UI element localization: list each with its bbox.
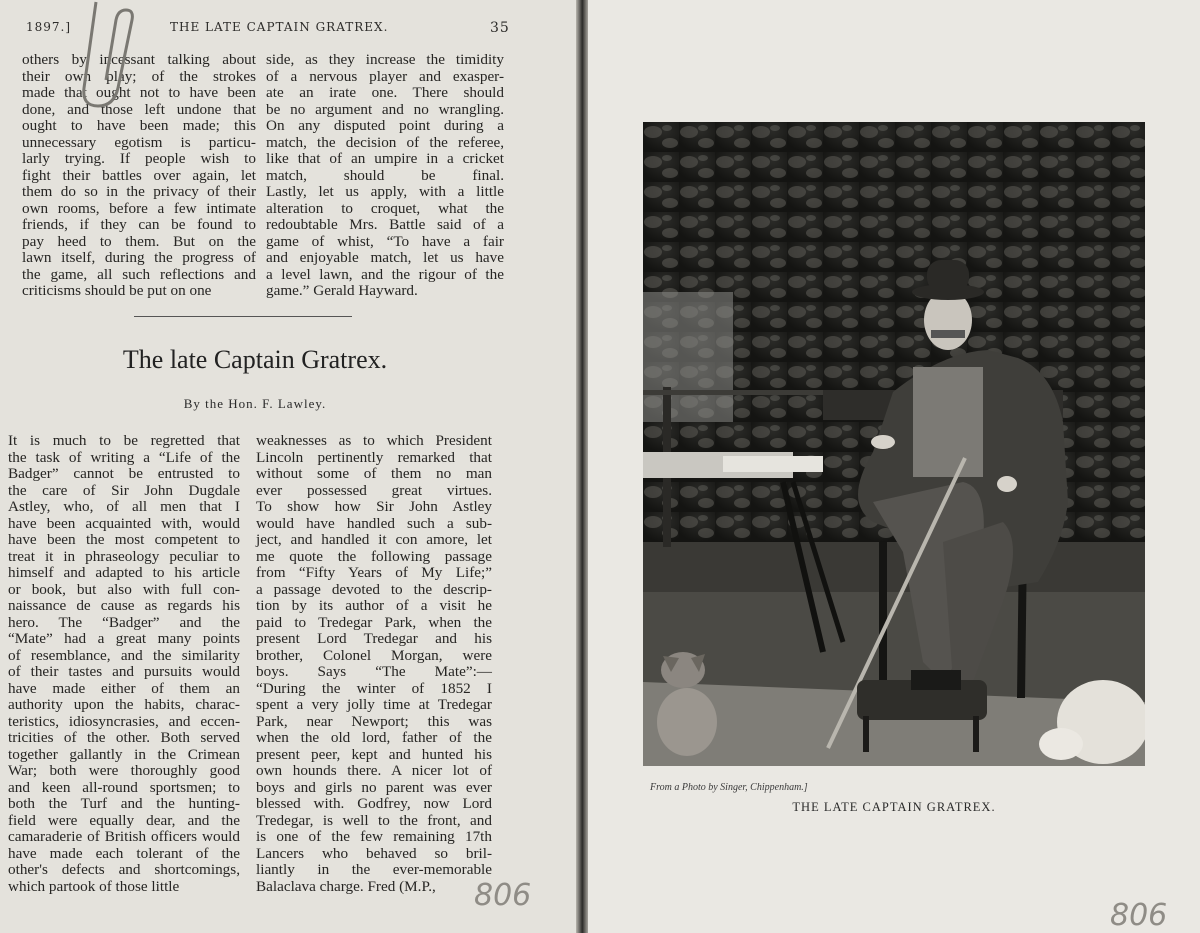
- pencil-annotation: 806: [474, 878, 532, 913]
- text-line: To show how Sir John Astley: [256, 498, 492, 515]
- text-line: both the Turf and the hunting-: [8, 795, 240, 812]
- text-line: Lincoln pertinently remarked that: [256, 448, 492, 466]
- text-line: Lancers who behaved so bril-: [256, 844, 492, 862]
- text-line: fight their battles over again, let: [22, 166, 256, 184]
- running-header-title: THE LATE CAPTAIN GRATREX.: [170, 20, 389, 34]
- text-line: Badger” cannot be entrusted to: [8, 465, 240, 482]
- text-line: weaknesses as to which President: [256, 432, 492, 449]
- text-line: me quote the following passage: [256, 547, 492, 565]
- text-line: lawn itself, during the progress of: [22, 249, 256, 266]
- text-line: have been the most competent to: [8, 531, 240, 548]
- text-line: boys and girls no parent was ever: [256, 778, 492, 796]
- text-line: a level lawn, and the rigour of the: [266, 265, 504, 283]
- text-line: them do so in the privacy of their: [22, 183, 256, 200]
- photo-credit: From a Photo by Singer, Chippenham.]: [650, 782, 808, 793]
- text-line: redoubtable Mrs. Battle said of a: [266, 216, 504, 233]
- text-line: authority upon the habits, charac-: [8, 696, 240, 713]
- text-line: of a nervous player and exasper-: [266, 67, 504, 85]
- text-line: done, and those left undone that: [22, 100, 256, 118]
- text-line: field were equally dear, and the: [8, 811, 240, 829]
- text-line: Astley, who, of all men that I: [8, 498, 240, 515]
- text-line: side, as they increase the timidity: [266, 51, 504, 68]
- text-line: present Lord Tredegar and his: [256, 630, 492, 647]
- text-line: of their tastes and pursuits would: [8, 663, 240, 680]
- text-line: liantly in the ever-memorable: [256, 861, 492, 878]
- text-line: from “Fifty Years of My Life;”: [256, 564, 492, 581]
- text-line: a passage devoted to the descrip-: [256, 580, 492, 598]
- text-line: blessed with. Godfrey, now Lord: [256, 795, 492, 812]
- text-line: “Mate” had a great many points: [8, 630, 240, 647]
- text-line: “During the winter of 1852 I: [256, 679, 492, 697]
- text-line: others by incessant talking about: [22, 51, 256, 68]
- text-line: of resemblance, and the similarity: [8, 646, 240, 664]
- photo-caption: THE LATE CAPTAIN GRATREX.: [792, 800, 996, 814]
- text-line: the care of Sir John Dugdale: [8, 481, 240, 499]
- text-line: together gallantly in the Crimean: [8, 745, 240, 763]
- text-line: when the old lord, father of the: [256, 729, 492, 746]
- text-line: ate an irate one. There should: [266, 84, 504, 101]
- text-line: larly trying. If people wish to: [22, 150, 256, 167]
- text-line: alteration to croquet, what the: [266, 199, 504, 217]
- text-line: game of whist, “To have a fair: [266, 232, 504, 250]
- text-line: War; both were thoroughly good: [8, 762, 240, 779]
- text-line: own hounds there. A nicer lot of: [256, 762, 492, 779]
- text-line: brother, Colonel Morgan, were: [256, 646, 492, 664]
- header-year: 1897.]: [26, 20, 72, 34]
- pencil-annotation: 806: [1110, 898, 1168, 933]
- text-line: without some of them no man: [256, 465, 492, 482]
- text-line: would have handled such a sub-: [256, 514, 492, 532]
- top-right-column: [266, 52, 504, 300]
- text-line: made that ought not to have been: [22, 84, 256, 101]
- text-line: be no argument and no wrangling.: [266, 100, 504, 118]
- text-line: teristics, idiosyncrasies, and eccen-: [8, 712, 240, 730]
- text-line: and enjoyable match, let us have: [266, 249, 504, 266]
- text-line: boys. Says “The Mate”:—: [256, 663, 492, 680]
- text-line: It is much to be regretted that: [8, 432, 240, 449]
- text-line: have been acquainted with, would: [8, 514, 240, 532]
- text-line: Park, near Newport; this was: [256, 712, 492, 730]
- text-line: like that of an umpire in a cricket: [266, 150, 504, 167]
- text-line: camaraderie of British officers would: [8, 828, 240, 845]
- text-line: which partook of those little: [8, 877, 180, 895]
- body-left-column: [8, 433, 240, 895]
- text-line: Balaclava charge. Fred (M.P.,: [256, 877, 436, 895]
- portrait-photograph: [643, 122, 1145, 766]
- text-line: the game, all such reflections and: [22, 265, 256, 283]
- text-line: match, the decision of the referee,: [266, 133, 504, 151]
- text-line: hero. The “Badger” and the: [8, 613, 240, 631]
- text-line: himself and adapted to his article: [8, 564, 240, 581]
- text-line: paid to Tredegar Park, when the: [256, 613, 492, 631]
- text-line: unnecessary egotism is particu-: [22, 133, 256, 151]
- text-line: own rooms, before a few intimate: [22, 199, 256, 217]
- text-line: spent a very jolly time at Tredegar: [256, 696, 492, 713]
- text-line: ject, and handled it con amore, let: [256, 531, 492, 548]
- page-number: 35: [490, 20, 510, 36]
- text-line: treat it in phraseology peculiar to: [8, 547, 240, 565]
- text-line: ought to have been made; this: [22, 117, 256, 134]
- text-line: have made each tolerant of the: [8, 844, 240, 862]
- text-line: is one of the few remaining 17th: [256, 828, 492, 845]
- text-line: Lastly, let us apply, with a little: [266, 183, 504, 200]
- text-line: friends, if they can be found to: [22, 216, 256, 233]
- text-line: other's defects and shortcomings,: [8, 861, 240, 878]
- text-line: tion by its author of a visit he: [256, 597, 492, 614]
- text-line: the task of writing a “Life of the: [8, 448, 240, 466]
- text-line: game.” Gerald Hayward.: [266, 282, 418, 299]
- text-line: present peer, kept and hunted his: [256, 745, 492, 763]
- text-line: have made either of them an: [8, 679, 240, 697]
- byline: By the Hon. F. Lawley.: [183, 396, 327, 411]
- paper-clip-icon: [74, 0, 144, 112]
- text-line: ever possessed great virtues.: [256, 481, 492, 499]
- text-line: tricities of the other. Both served: [8, 729, 240, 746]
- text-line: On any disputed point during a: [266, 117, 504, 134]
- text-line: or book, but also with full con-: [8, 580, 240, 598]
- text-line: criticisms should be put on one: [22, 282, 212, 299]
- text-line: and keen all-round sportsmen; to: [8, 778, 240, 796]
- left-page: [0, 0, 582, 933]
- article-title: The late Captain Gratrex.: [122, 345, 388, 374]
- text-line: pay heed to them. But on the: [22, 232, 256, 250]
- section-divider: [134, 316, 352, 317]
- text-line: match, should be final.: [266, 166, 504, 184]
- text-line: their own play; of the strokes: [22, 67, 256, 85]
- text-line: Tredegar, is well to the front, and: [256, 811, 492, 829]
- body-right-column: [256, 433, 492, 895]
- text-line: naissance de cause as regards his: [8, 597, 240, 614]
